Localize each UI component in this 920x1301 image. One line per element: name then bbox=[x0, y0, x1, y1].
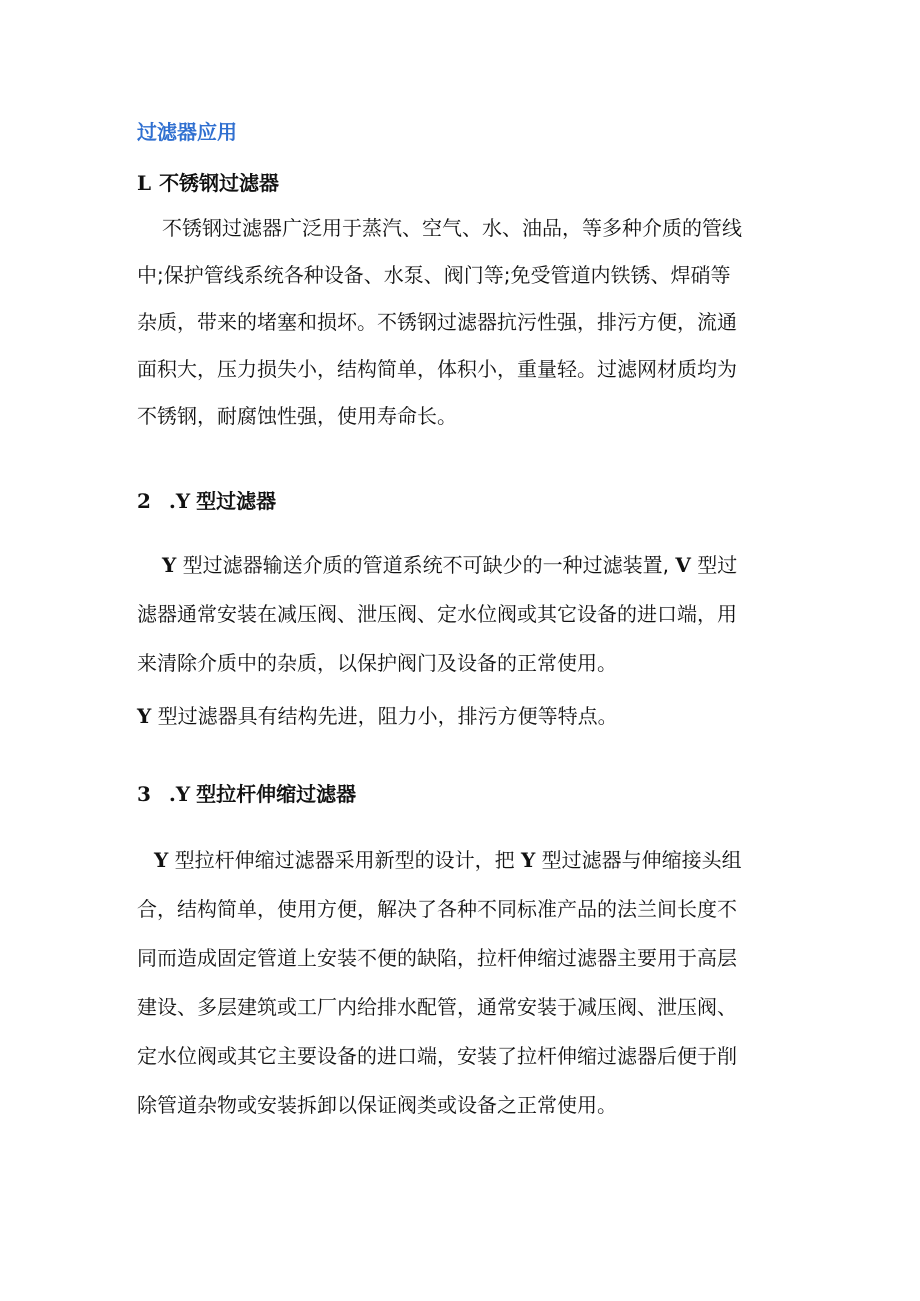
section-3-line-1-latin-b: Y bbox=[521, 848, 536, 872]
section-2-line-1 bbox=[162, 549, 737, 578]
section-1-heading bbox=[137, 167, 279, 196]
section-2-line-4 bbox=[137, 700, 618, 729]
section-2-number: 2 bbox=[137, 489, 151, 513]
section-2-line-1-text-a: 型过滤器输送介质的管道系统不可缺少的一种过滤装置, bbox=[182, 553, 669, 577]
section-2-dot-y: .Y bbox=[168, 489, 191, 513]
section-2-line-1-latin-a: Y bbox=[162, 553, 177, 577]
section-1-line-2: 中;保护管线系统各种设备、水泵、阀门等;免受管道内铁锈、焊硝等 bbox=[137, 263, 731, 287]
section-1-line-5: 不锈钢，耐腐蚀性强，使用寿命长。 bbox=[137, 404, 457, 428]
section-3-line-3: 同而造成固定管道上安装不便的缺陷，拉杆伸缩过滤器主要用于高层 bbox=[137, 946, 737, 970]
section-2-line-4-text: 型过滤器具有结构先进，阻力小，排污方便等特点。 bbox=[157, 704, 618, 728]
section-1-line-4: 面积大，压力损失小，结构简单，体积小，重量轻。过滤网材质均为 bbox=[137, 357, 737, 381]
section-3-heading bbox=[137, 778, 356, 807]
section-3-number: 3 bbox=[137, 782, 151, 806]
section-3-line-1-text-b: 型过滤器与伸缩接头组 bbox=[541, 848, 742, 872]
section-2-line-1-latin-b: V bbox=[675, 553, 691, 577]
section-2-title: 型过滤器 bbox=[196, 489, 277, 513]
section-3-line-4: 建设、多层建筑或工厂内给排水配管，通常安装于减压阀、泄压阀、 bbox=[137, 995, 737, 1019]
section-2-line-2: 滤器通常安装在减压阀、泄压阀、定水位阀或其它设备的进口端，用 bbox=[137, 602, 737, 626]
section-1-line-3: 杂质，带来的堵塞和损坏。不锈钢过滤器抗污性强，排污方便，流通 bbox=[137, 310, 737, 334]
section-3-line-1 bbox=[154, 844, 742, 873]
section-1-title: 不锈钢过滤器 bbox=[159, 171, 280, 195]
section-2-line-3: 来清除介质中的杂质，以保护阀门及设备的正常使用。 bbox=[137, 651, 617, 675]
section-1-line-1: 不锈钢过滤器广泛用于蒸汽、空气、水、油品，等多种介质的管线 bbox=[162, 216, 742, 240]
section-1-number: L bbox=[137, 171, 152, 195]
section-3-line-2: 合，结构简单，使用方便，解决了各种不同标准产品的法兰间长度不 bbox=[137, 897, 737, 921]
document-title: 过滤器应用 bbox=[137, 120, 237, 144]
section-3-line-6: 除管道杂物或安装拆卸以保证阀类或设备之正常使用。 bbox=[137, 1093, 617, 1117]
section-3-line-1-text-a: 型拉杆伸缩过滤器采用新型的设计，把 bbox=[174, 848, 515, 872]
section-3-dot-y: .Y bbox=[168, 782, 191, 806]
section-2-heading bbox=[137, 485, 276, 514]
section-3-line-1-latin-a: Y bbox=[154, 848, 169, 872]
section-2-line-4-latin: Y bbox=[137, 704, 152, 728]
section-3-line-5: 定水位阀或其它主要设备的进口端，安装了拉杆伸缩过滤器后便于削 bbox=[137, 1044, 737, 1068]
section-2-line-1-text-b: 型过 bbox=[697, 553, 738, 577]
section-3-title: 型拉杆伸缩过滤器 bbox=[196, 782, 357, 806]
